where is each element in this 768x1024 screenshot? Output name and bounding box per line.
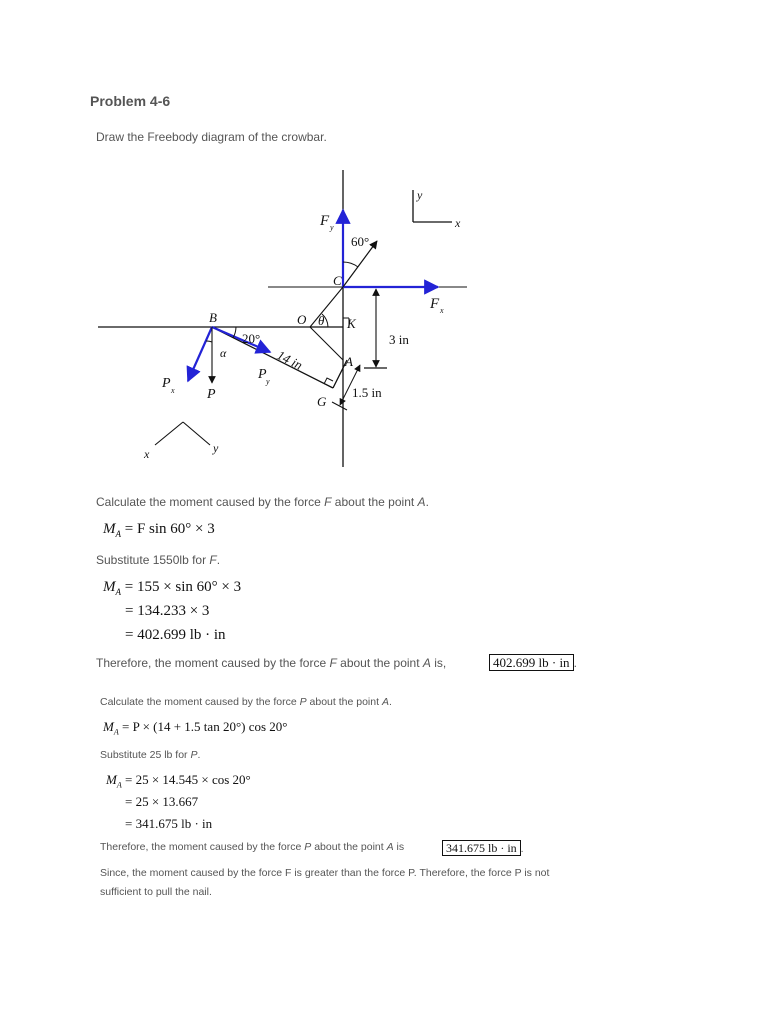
part1-answer-box: 402.699 lb · in . [489, 654, 577, 672]
label-b: B [209, 310, 217, 325]
label-o: O [297, 312, 307, 327]
right-angle-mark [324, 378, 333, 384]
part2-therefore: Therefore, the moment caused by the force P about the point A is [100, 841, 405, 853]
bar-o-to-a [310, 327, 343, 360]
label-py: P [258, 367, 267, 382]
label-axis-x: x [455, 216, 461, 230]
label-15in: 1.5 in [352, 385, 382, 400]
part1-equation-2-line1: $M_A = 155 \times \sin 60^\circ \times 3$ [103, 579, 242, 597]
crowbar-freebody-diagram [0, 0, 768, 480]
label-fx-sub: x [440, 306, 444, 315]
part1-therefore: Therefore, the moment caused by the force F about the point A is, [96, 656, 447, 670]
part1-substitute: Substitute 1550lb for F. [96, 553, 221, 567]
label-axis-y: y [417, 188, 423, 202]
label-fy: F [320, 213, 330, 229]
problem-title: Problem 4-6 [90, 93, 171, 109]
label-theta: θ [318, 313, 325, 328]
part1-answer: 402.699 lb · in [489, 654, 574, 671]
label-alpha: α [220, 346, 227, 360]
label-fy-sub: y [330, 223, 334, 232]
part2-substitute: Substitute 25 lb for P. [100, 749, 201, 761]
intro-text: Draw the Freebody diagram of the crowbar. [96, 130, 327, 144]
label-p: P [207, 387, 216, 402]
label-rot-y: y [213, 441, 219, 455]
part2-conclusion-line1: Since, the moment caused by the force F is greater than the force P. Therefore, the force P is not [100, 867, 550, 879]
label-a: A [345, 354, 353, 369]
part1-equation-2-line2: = 134.233 × 3 [125, 603, 210, 619]
dim-15in-tick [332, 402, 347, 410]
part1-prompt: Calculate the moment caused by the force F about the point A. [96, 495, 429, 509]
label-14in: 14 in [274, 347, 305, 373]
label-px: P [162, 376, 171, 391]
label-px-sub: x [171, 386, 175, 395]
part2-equation-2-line1: $M_A = 25 \times 14.545 \times \cos 20^\circ$ [106, 772, 251, 790]
label-60: 60° [351, 234, 370, 249]
label-rot-x: x [144, 447, 150, 461]
force-px-arrow [188, 327, 212, 381]
part2-prompt: Calculate the moment caused by the force P about the point A. [100, 696, 392, 708]
label-k: K [347, 316, 356, 331]
part2-equation-1: $M_A = P \times (14 + 1.5$ tan 20°) cos 20° [103, 719, 288, 737]
label-fx: F [430, 296, 440, 312]
rotated-axis-right [183, 422, 210, 445]
rotated-axis-left [155, 422, 183, 445]
arc-60 [343, 262, 358, 267]
part2-conclusion-line2: sufficient to pull the nail. [100, 886, 212, 898]
part1-equation-2-line3: = 402.699 lb · in [125, 627, 226, 643]
label-3in: 3 in [389, 332, 409, 347]
part2-equation-2-line2: = 25 × 13.667 [125, 794, 199, 809]
part2-answer-box: 341.675 lb · in . [442, 839, 524, 857]
label-py-sub: y [266, 377, 270, 386]
part2-equation-2-line3: = 341.675 lb · in [125, 816, 213, 831]
label-c: C [333, 273, 342, 288]
label-g: G [317, 394, 327, 409]
label-20: 20° [242, 331, 261, 346]
part1-equation-1: $M_A = F$ sin 60° × 3 [103, 521, 215, 539]
arc-alpha [206, 341, 212, 342]
bar-b-to-g [212, 327, 333, 388]
part2-answer: 341.675 lb · in [442, 840, 521, 856]
